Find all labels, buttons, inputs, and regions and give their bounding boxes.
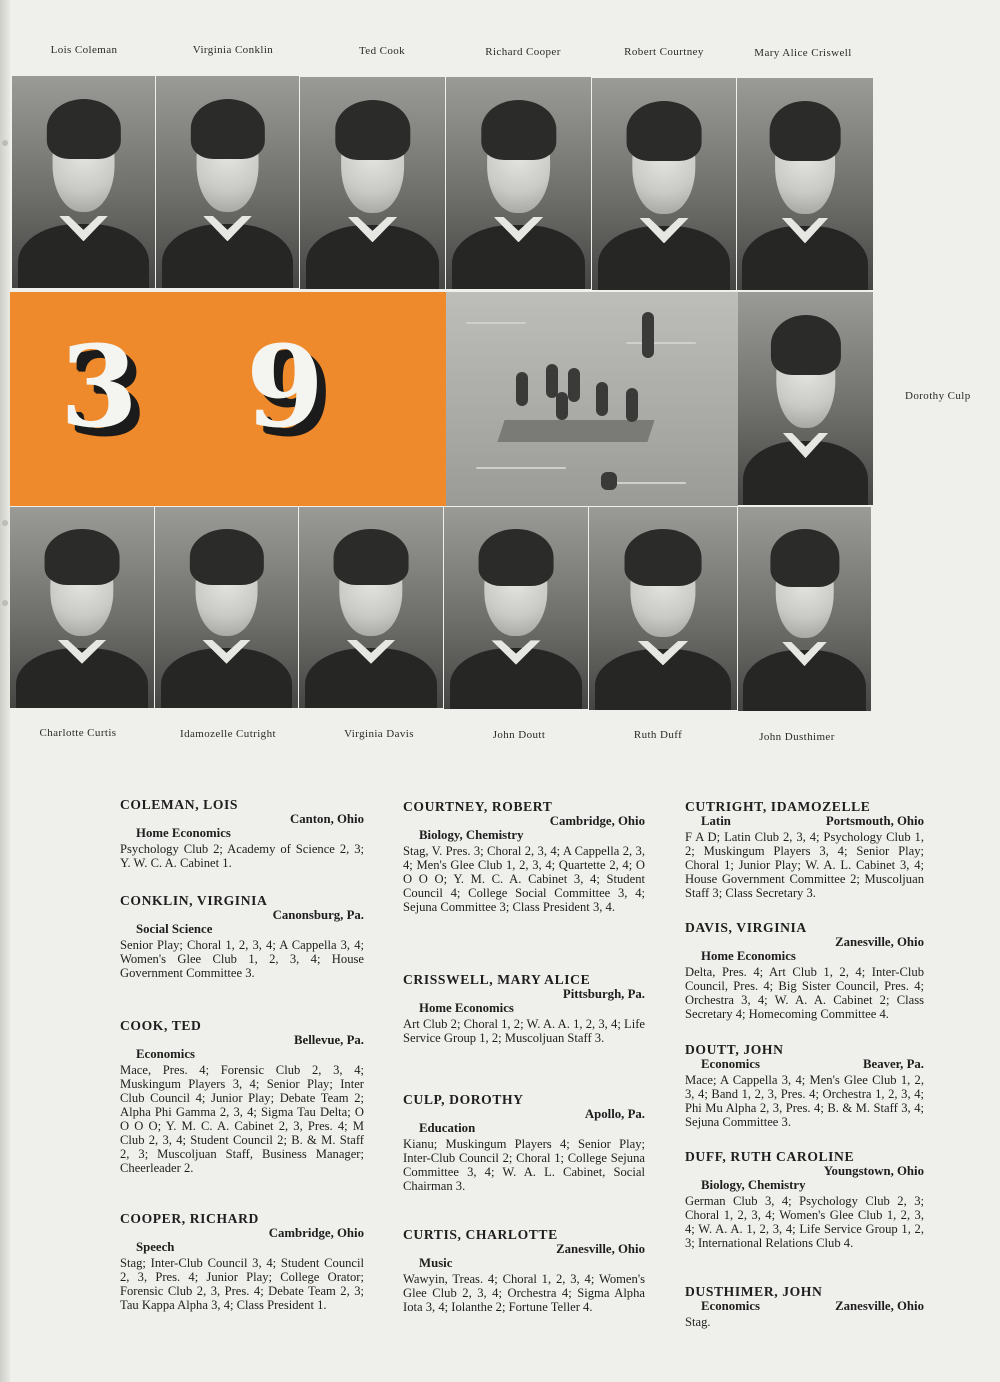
student-major: Economics: [701, 1057, 761, 1071]
student-name: CONKLIN, VIRGINIA: [120, 893, 268, 908]
bottom-name-label: Virginia Davis: [344, 728, 414, 740]
student-major: Social Science: [136, 922, 213, 936]
student-name: COOPER, RICHARD: [120, 1211, 259, 1226]
student-hometown: Zanesville, Ohio: [556, 1242, 645, 1256]
biography-entry: [120, 1019, 364, 1175]
binding-hole: [2, 140, 8, 146]
student-hometown: Canonsburg, Pa.: [272, 908, 364, 922]
portrait-photo: [156, 76, 299, 288]
binding-hole: [2, 520, 8, 526]
student-hometown: Portsmouth, Ohio: [825, 814, 924, 828]
student-major: Biology, Chemistry: [701, 1178, 806, 1192]
portrait-photo: [300, 77, 445, 289]
student-major: Latin: [701, 814, 731, 828]
student-activities: Psychology Club 2; Academy of Science 2, 3; Y. W. C. A. Cabinet 1.: [120, 842, 364, 870]
student-activities: Stag, V. Pres. 3; Choral 2, 3, 4; A Cappella 2, 3, 4; Men's Glee Club 1, 2, 3, 4; Quartette 2, 4; O O O O; Y. M. C. A. Cabinet 3, 4; Student Council 4; College Social Committee 3, 4; Sejuna Committee 3; Class President 3, 4.: [403, 844, 645, 914]
biography-entry: [685, 1043, 924, 1129]
student-activities: F A D; Latin Club 2, 3, 4; Psychology Club 1, 2; Muskingum Players 3, 4; Senior Play; Choral 1; Junior Play; W. A. L. Cabinet 3, 4; House Government Committee 2; Muscoljuan Staff 3; Class Secretary 3.: [685, 830, 924, 900]
biography-entry: [403, 1228, 645, 1314]
student-major: Home Economics: [701, 949, 796, 963]
portrait-photo: [737, 78, 873, 290]
portrait-photo: [10, 507, 154, 708]
biography-entry: [685, 1150, 924, 1250]
class-year-block: [10, 292, 446, 506]
student-hometown: Youngstown, Ohio: [823, 1164, 924, 1178]
top-name-label: Virginia Conklin: [192, 44, 274, 56]
student-name: CURTIS, CHARLOTTE: [403, 1227, 558, 1242]
student-hometown: Bellevue, Pa.: [293, 1033, 364, 1047]
student-name: CULP, DOROTHY: [403, 1092, 524, 1107]
side-name-label: Dorothy Culp: [905, 390, 971, 402]
student-activities: Wawyin, Treas. 4; Choral 1, 2, 3, 4; Women's Glee Club 2, 3, 4; Orchestra 4; Sigma Alpha Iota 3, 4; Iolanthe 2; Fortune Teller 4.: [403, 1272, 645, 1314]
portrait-photo: [738, 507, 871, 711]
biography-entry: [403, 1093, 645, 1193]
student-hometown: Apollo, Pa.: [584, 1107, 645, 1121]
student-hometown: Zanesville, Ohio: [835, 1299, 924, 1313]
portrait-photo: [12, 76, 155, 288]
top-name-label: Mary Alice Criswell: [754, 47, 852, 59]
bottom-name-label: John Dusthimer: [759, 731, 835, 743]
student-name: CRISSWELL, MARY ALICE: [403, 972, 591, 987]
student-activities: Mace, Pres. 4; Forensic Club 2, 3, 4; Muskingum Players 3, 4; Senior Play; Inter Club Council 4; Junior Play; Debate Team 2; Alpha Phi Gamma 2, 3, 4; Sigma Tau Delta; O O O O; Y. M. C. A. Cabinet 2, 3, Pres. 4; M Club 2, 3, 4; Student Council 2; B. & M. Staff 2, 3; Muscoljuan Staff, Business Manager; Cheerleader 2.: [120, 1063, 364, 1175]
student-hometown: Cambridge, Ohio: [549, 814, 645, 828]
binding-edge: [0, 0, 10, 1382]
swimming-raft-photo: [446, 292, 738, 506]
portrait-photo: [299, 507, 443, 708]
student-name: COURTNEY, ROBERT: [403, 799, 553, 814]
student-major: Education: [419, 1121, 476, 1135]
student-major: Biology, Chemistry: [419, 828, 524, 842]
student-hometown: Beaver, Pa.: [862, 1057, 924, 1071]
portrait-photo: [589, 507, 737, 710]
biography-entry: [403, 800, 645, 914]
year-digit: 3: [60, 322, 138, 453]
student-major: Home Economics: [136, 826, 231, 840]
biography-entry: [403, 973, 645, 1045]
student-hometown: Canton, Ohio: [290, 812, 364, 826]
biography-entry: [120, 894, 364, 980]
bottom-name-label: Ruth Duff: [633, 729, 683, 741]
student-activities: Kianu; Muskingum Players 4; Senior Play; Inter-Club Council 2; Choral 1; College Sejuna Committee 3, 4; W. A. L. Cabinet, Social Chairman 3.: [403, 1137, 645, 1193]
top-name-label: Robert Courtney: [624, 46, 704, 58]
binding-hole: [2, 600, 8, 606]
portrait-photo: [444, 507, 588, 709]
student-name: DAVIS, VIRGINIA: [685, 920, 807, 935]
student-major: Speech: [136, 1240, 175, 1254]
student-major: Music: [419, 1256, 453, 1270]
top-name-label: Ted Cook: [358, 45, 406, 57]
student-hometown: Pittsburgh, Pa.: [562, 987, 645, 1001]
student-activities: Stag; Inter-Club Council 3, 4; Student Council 2, 3, Pres. 4; Junior Play; College Orator; Forensic Club 2, 3, Pres. 4; Debate Team 2, 3; Tau Kappa Alpha 3, 4; Class President 1.: [120, 1256, 364, 1312]
student-major: Economics: [701, 1299, 761, 1313]
student-activities: Art Club 2; Choral 1, 2; W. A. A. 1, 2, 3, 4; Life Service Group 1, 2; Muscoljuan Staff 3.: [403, 1017, 645, 1045]
student-major: Economics: [136, 1047, 196, 1061]
student-name: COOK, TED: [120, 1018, 202, 1033]
student-name: DUFF, RUTH CAROLINE: [685, 1149, 855, 1164]
student-activities: German Club 3, 4; Psychology Club 2, 3; Choral 1, 2, 3, 4; Women's Glee Club 1, 2, 3, 4; W. A. A. 1, 2, 3, 4; Life Service Group 1, 2, 3; International Relations Club 4.: [685, 1194, 924, 1250]
portrait-photo: [592, 78, 736, 290]
portrait-photo: [446, 77, 591, 289]
student-name: COLEMAN, LOIS: [120, 797, 239, 812]
top-name-label: Lois Coleman: [50, 44, 118, 56]
student-name: DOUTT, JOHN: [685, 1042, 784, 1057]
year-digit: 9: [246, 322, 324, 453]
student-hometown: Zanesville, Ohio: [835, 935, 924, 949]
student-activities: Delta, Pres. 4; Art Club 1, 2, 4; Inter-Club Council, Pres. 4; Big Sister Council, Pres. 4; Orchestra 3, 4; W. A. A. Cabinet 2; Class Secretary 4; Homecoming Committee 4.: [685, 965, 924, 1021]
biography-entry: [120, 1212, 364, 1312]
bottom-name-label: Idamozelle Cutright: [180, 728, 276, 740]
student-name: CUTRIGHT, IDAMOZELLE: [685, 799, 871, 814]
student-major: Home Economics: [419, 1001, 514, 1015]
bottom-name-label: Charlotte Curtis: [39, 727, 117, 739]
portrait-photo: [155, 507, 298, 708]
biography-entry: [120, 798, 364, 870]
student-name: DUSTHIMER, JOHN: [685, 1284, 823, 1299]
bottom-name-label: John Doutt: [492, 729, 546, 741]
portrait-photo: [738, 292, 873, 505]
biography-entry: [685, 1285, 924, 1329]
student-activities: Mace; A Cappella 3, 4; Men's Glee Club 1, 2, 3, 4; Band 1, 2, 3, Pres. 4; Orchestra 1, 2, 3, 4; Phi Mu Alpha 2, 3, Pres. 4; B. & M. Staff 3, 4; Sejuna Committee 3.: [685, 1073, 924, 1129]
student-activities: Stag.: [685, 1315, 711, 1329]
student-hometown: Cambridge, Ohio: [268, 1226, 364, 1240]
biography-entry: [685, 800, 924, 900]
top-name-label: Richard Cooper: [485, 46, 561, 58]
biography-entry: [685, 921, 924, 1021]
student-activities: Senior Play; Choral 1, 2, 3, 4; A Cappella 3, 4; Women's Glee Club 1, 2, 3, 4; House Government Committee 3.: [120, 938, 364, 980]
